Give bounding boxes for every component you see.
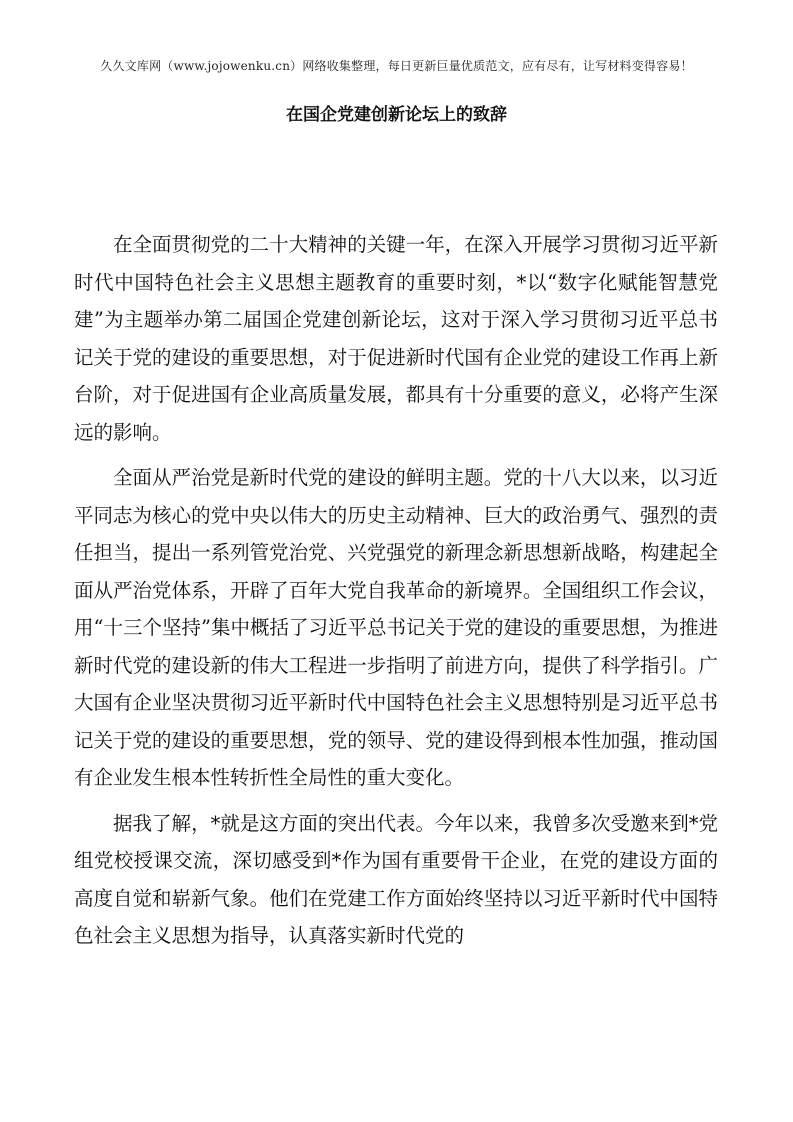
body-paragraph-1: 在全面贯彻党的二十大精神的关键一年，在深入开展学习贯彻习近平新时代中国特色社会主义思想主题教育的重要时刻，*以“数字化赋能智慧党建”为主题举办第二届国企党建创新论坛，这对于深入学习贯彻习近平总书记关于党的建设的重要思想，对于促进新时代国有企业党的建设工作再上新台阶，对于促进国有企业高质量发展，都具有十分重要的意义，必将产生深远的影响。 xyxy=(74,233,718,444)
document-body xyxy=(74,226,718,963)
document-title: 在国企党建创新论坛上的致辞 xyxy=(286,105,507,125)
document-header-note: 久久文库网（www.jojowenku.cn）网络收集整理，每日更新巨量优质范文，应有尽有，让写材料变得容易！ xyxy=(100,59,693,73)
body-paragraph-2: 全面从严治党是新时代党的建设的鲜明主题。党的十八大以来，以习近平同志为核心的党中央以伟大的历史主动精神、巨大的政治勇气、强烈的责任担当，提出一系列管党治党、兴党强党的新理念新思想新战略，构建起全面从严治党体系，开辟了百年大党自我革命的新境界。全国组织工作会议，用“十三个坚持”集中概括了习近平总书记关于党的建设的重要思想，为推进新时代党的建设新的伟大工程进一步指明了前进方向，提供了科学指引。广大国有企业坚决贯彻习近平新时代中国特色社会主义思想特别是习近平总书记关于党的建设的重要思想，党的领导、党的建设得到根本性加强，推动国有企业发生根本性转折性全局性的重大变化。 xyxy=(74,466,718,789)
body-paragraph-3: 据我了解，*就是这方面的突出代表。今年以来，我曾多次受邀来到*党组党校授课交流，深切感受到*作为国有重要骨干企业，在党的建设方面的高度自觉和崭新气象。他们在党建工作方面始终坚持以习近平新时代中国特色社会主义思想为指导，认真落实新时代党的 xyxy=(74,811,718,947)
